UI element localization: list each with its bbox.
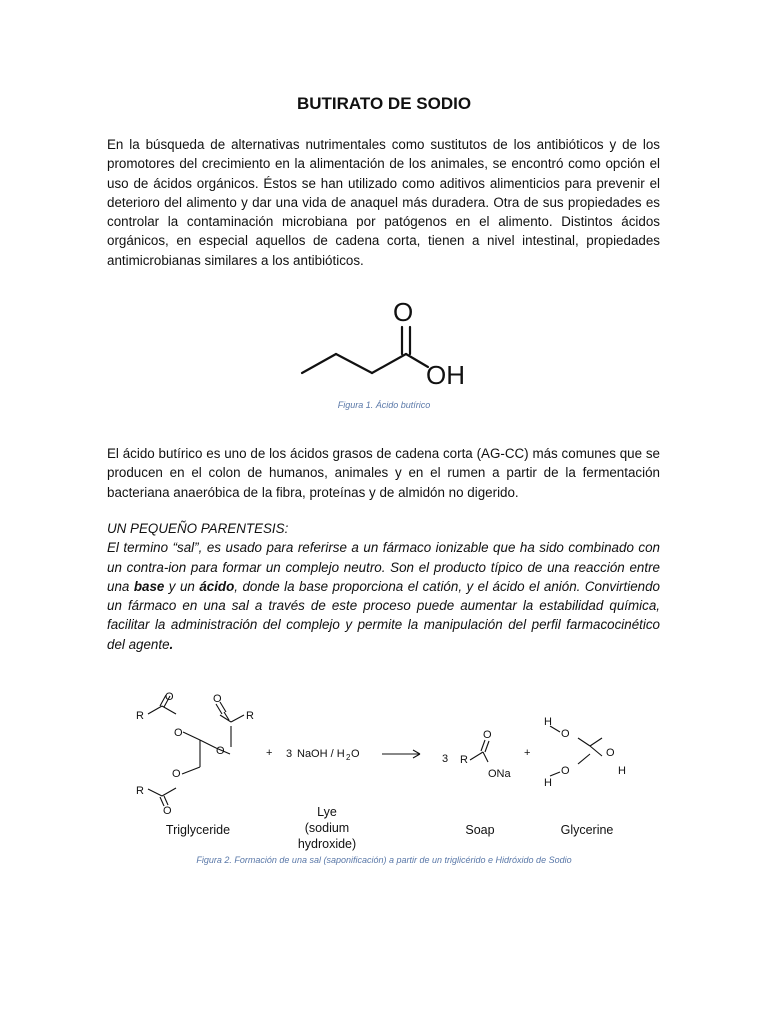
saponification-diagram — [120, 682, 650, 857]
svg-text:O: O — [174, 727, 183, 739]
svg-text:H: H — [544, 716, 552, 728]
svg-text:R: R — [136, 710, 144, 722]
svg-text:R: R — [246, 710, 254, 722]
svg-text:H: H — [618, 765, 626, 777]
atom-oh: OH — [426, 360, 465, 390]
intro-paragraph: En la búsqueda de alternativas nutrimentales como sustitutos de los antibióticos y de los promotores del crecimiento en la alimentación de los animales, se encontró como opción el uso de ácidos orgánicos. Éstos se han utilizado como aditivos alimenticios para prevenir el deterioro del alimento y dar una vida de anaquel más duradera. Otra de sus propiedades es controlar la contaminación microbiana por patógenos en el alimento. Distintos ácidos orgánicos, en especial aquellos de cadena corta, tienen a nivel intestinal, propiedades antimicrobianas similares a los antibióticos. — [107, 137, 660, 268]
plus-sign-2: + — [524, 747, 531, 759]
butyric-paragraph: El ácido butírico es uno de los ácidos grasos de cadena corta (AG-CC) más comunes que se producen en el colon de humanos, animales y en el rumen a partir de la fermentación bacteriana anaeróbica de la fibra, proteínas y de almidón no digerido. — [107, 446, 660, 500]
label-lye-2: (sodium — [304, 821, 350, 835]
svg-text:NaOH / H: NaOH / H — [297, 748, 345, 760]
butyric-acid-structure — [290, 295, 480, 395]
svg-text:R: R — [136, 785, 144, 797]
label-soap: Soap — [465, 823, 495, 837]
bond-c1-c2 — [302, 354, 336, 373]
document-title: BUTIRATO DE SODIO — [296, 94, 472, 113]
svg-text:3: 3 — [442, 753, 449, 765]
svg-text:O: O — [213, 693, 222, 705]
label-triglyceride: Triglyceride — [165, 823, 231, 837]
figure1-caption: Figura 1. Ácido butírico — [337, 400, 431, 410]
aside-section — [107, 519, 660, 654]
label-lye-1: Lye — [317, 805, 337, 819]
svg-text:R: R — [460, 754, 468, 766]
aside-text: El termino “sal”, es usado para referirse a un fármaco ionizable que ha sido combinado con un contra-ion para formar un complejo neutro. Son el producto típico de una reacción entre una base y un ácido, donde la base proporciona el catión, y el ácido el anión. Convirtiendo un fármaco en una sal a través de este proceso puede aumentar la estabilidad química, facilitar la administración del complejo y permite la manipulación del perfil farmacocinético del agente. — [107, 540, 661, 652]
svg-text:2: 2 — [346, 753, 351, 762]
bond-c3-c4 — [372, 354, 406, 373]
svg-text:O: O — [561, 728, 570, 740]
svg-text:O: O — [483, 729, 492, 741]
bold-acido: ácido — [199, 578, 235, 594]
figure2-caption: Figura 2. Formación de una sal (saponificación) a partir de un triglicérido e Hidróxido de Sodio — [196, 855, 572, 865]
plus-sign: + — [266, 747, 273, 759]
bold-base: base — [133, 578, 165, 594]
svg-text:O: O — [351, 748, 360, 760]
atom-o: O — [393, 297, 414, 327]
aside-heading: UN PEQUEÑO PARENTESIS: — [107, 521, 289, 536]
label-lye-3: hydroxide) — [297, 837, 357, 851]
svg-text:ONa: ONa — [488, 768, 511, 780]
svg-text:O: O — [163, 805, 172, 817]
svg-text:O: O — [172, 768, 181, 780]
svg-text:H: H — [544, 777, 552, 789]
bond-c2-c3 — [336, 354, 372, 373]
svg-text:O: O — [606, 747, 615, 759]
label-glycerine: Glycerine — [560, 823, 614, 837]
svg-text:O: O — [216, 745, 225, 757]
svg-text:O: O — [165, 691, 174, 703]
bond-c-oh — [406, 354, 428, 367]
svg-text:O: O — [561, 765, 570, 777]
svg-text:3: 3 — [286, 748, 293, 760]
